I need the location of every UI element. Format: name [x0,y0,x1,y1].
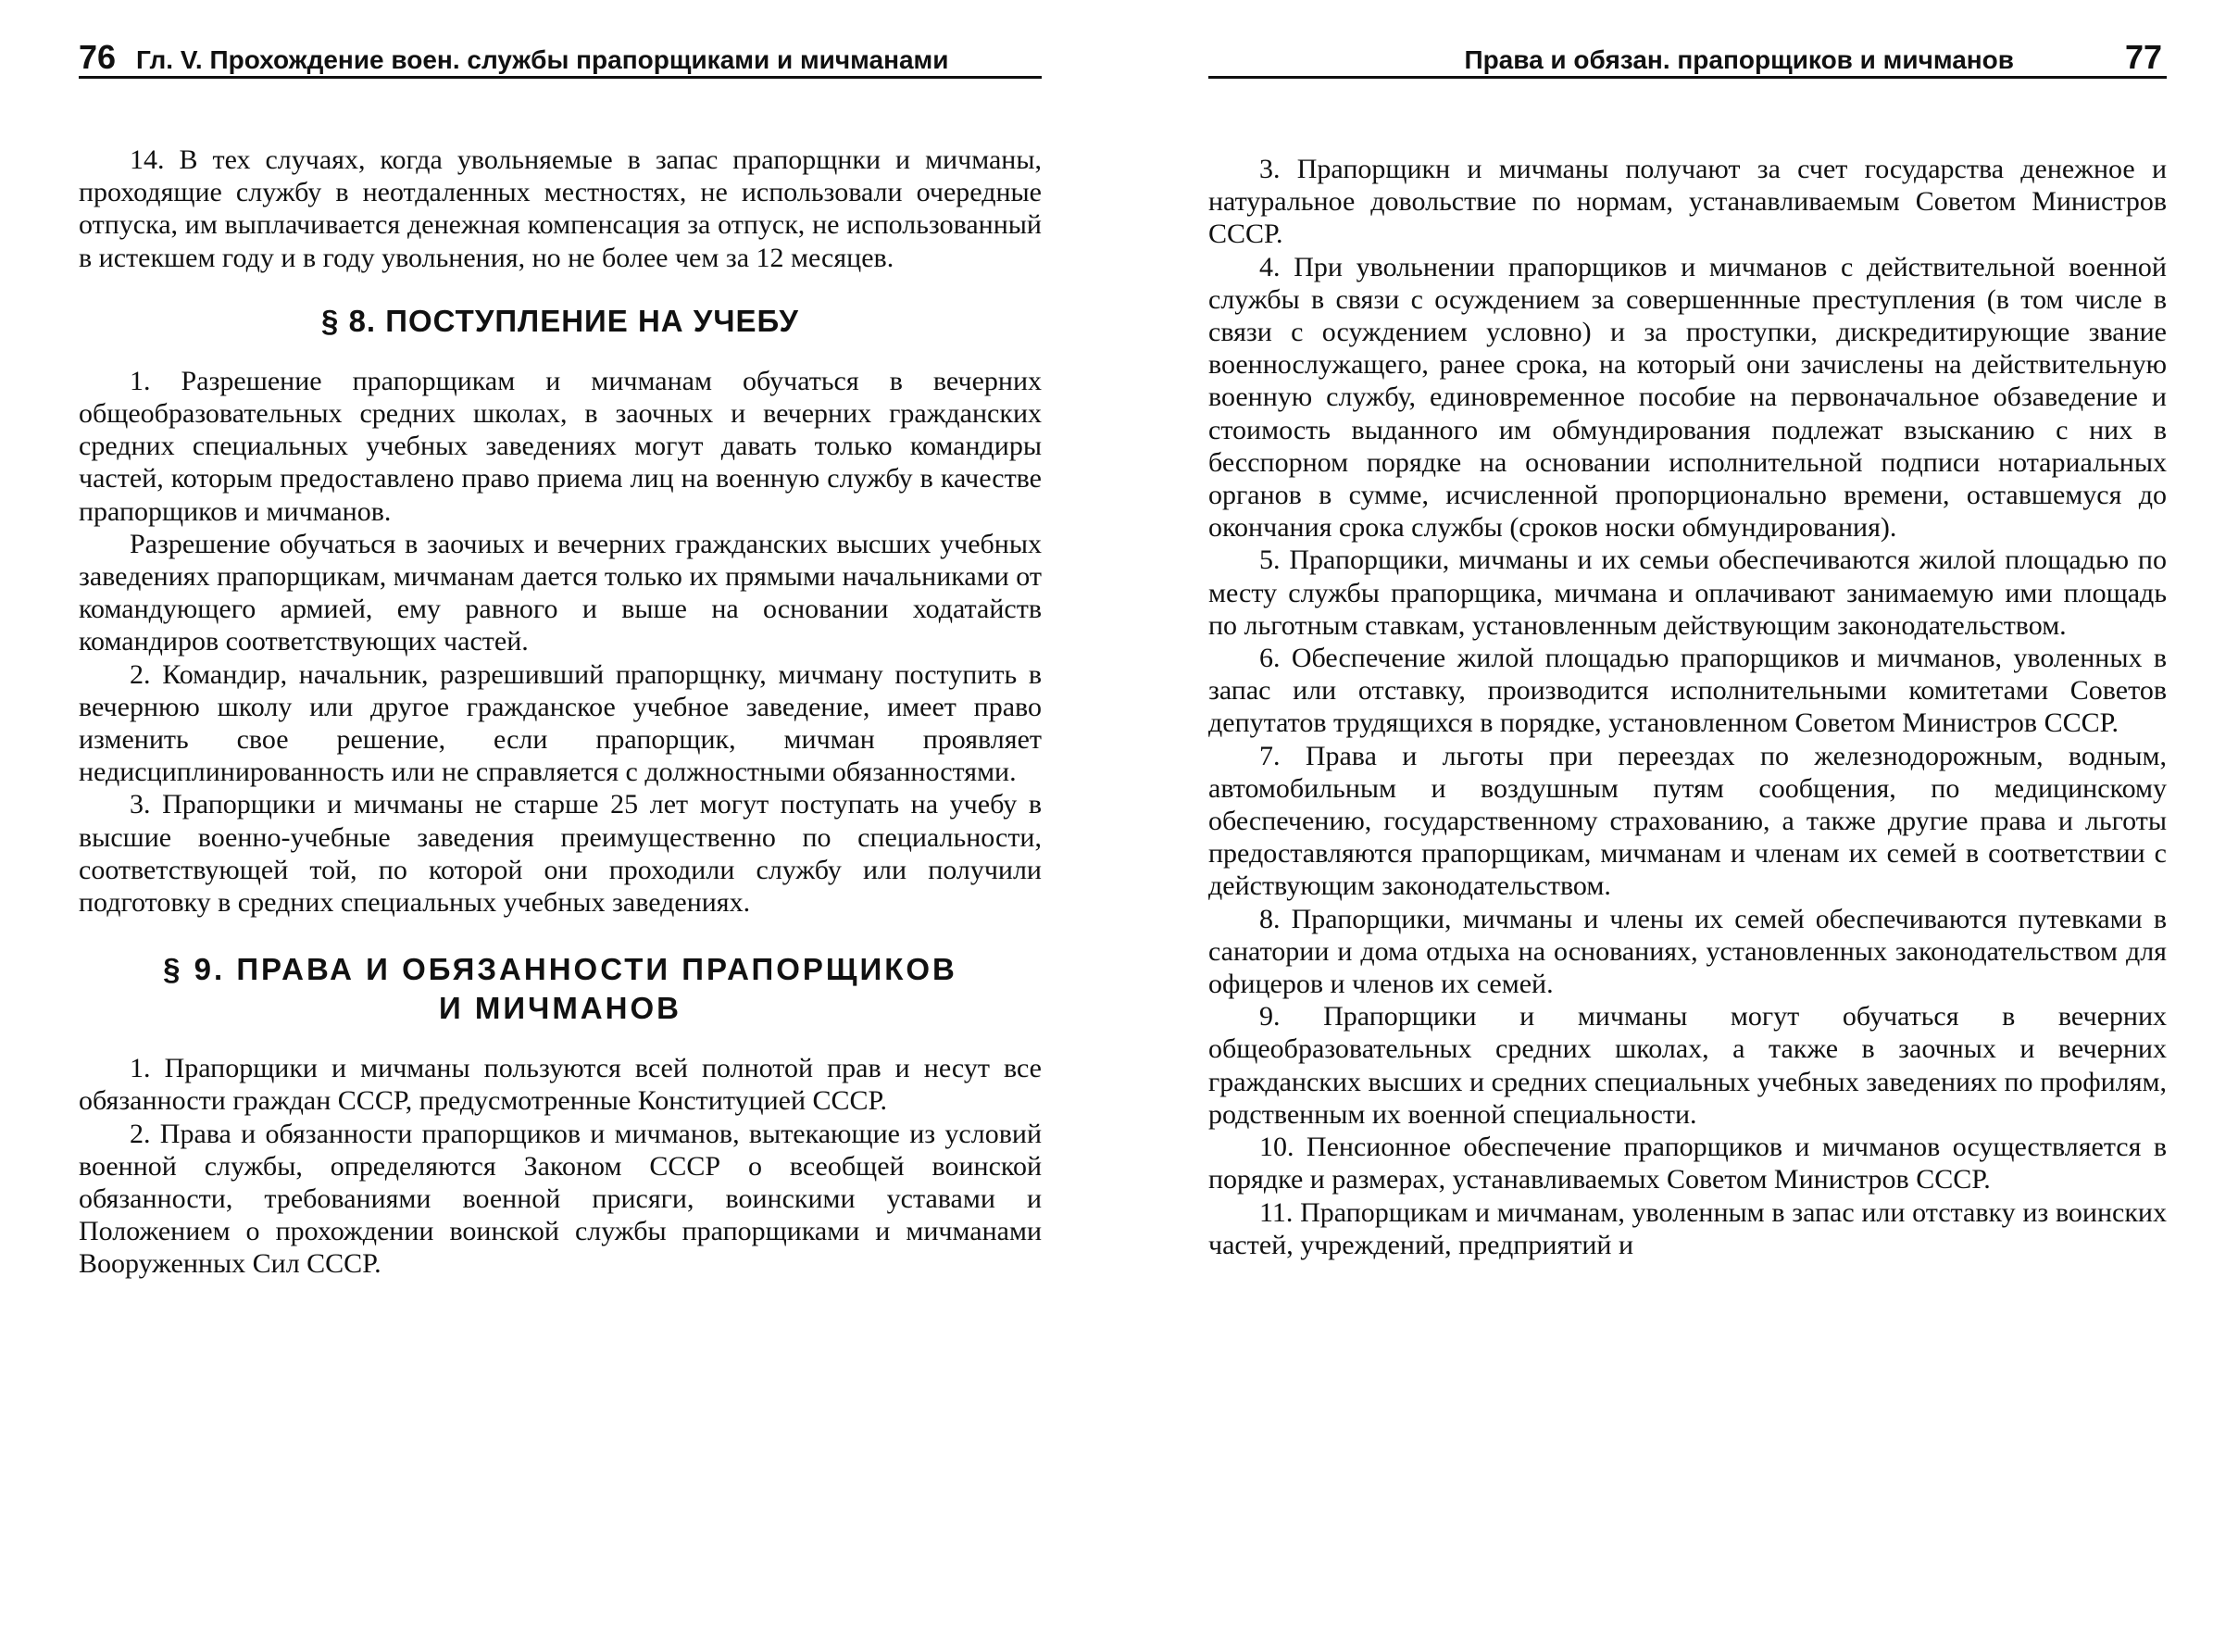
paragraph: 7. Права и льготы при переездах по железнодорожным, водным, автомобильным и воздушным путям сообщения, по медицинскому обеспечению, государственному страхованию, а также другие права и льготы предоставляются прапорщикам, мичманам и членам их семей в соответствии с действующим законодательством. [1208,740,2167,902]
paragraph: 14. В тех случаях, когда увольняемые в запас прапорщнки и мичманы, проходящие службу в неотдаленных местностях, не использовали очередные отпуска, им выплачивается денежная компенсация за отпуск, не использованный в истекшем году и в году увольнения, но не более чем за 12 месяцев. [79,144,1042,273]
paragraph: 6. Обеспечение жилой площадью прапорщиков и мичманов, уволенных в запас или отставку, производится исполнительными комитетами Советов депутатов трудящихся в порядке, установленном Советом Министров СССР. [1208,643,2167,739]
paragraph: 3. Прапорщики и мичманы не старше 25 лет могут поступать на учебу в высшие военно-учебные заведения преимущественно по специальности, соответствующей той, по которой они проходили службу или получили подготовку в средних специальных учебных заведениях. [79,789,1042,919]
paragraph: 8. Прапорщики, мичманы и члены их семей обеспечиваются путевками в санатории и дома отдыха на основаниях, установленных законодательством для офицеров и членов их семей. [1208,903,2167,1000]
section-heading [79,950,1042,1028]
paragraph: 5. Прапорщики, мичманы и их семьи обеспечиваются жилой площадью по месту службы прапорщика, мичмана и оплачивают занимаемую ими площадь по льготным ставкам, установленным действующим законодательством. [1208,544,2167,641]
section-heading-line-1: § 9. ПРАВА И ОБЯЗАННОСТИ ПРАПОРЩИКОВ [163,952,957,987]
paragraph: 1. Разрешение прапорщикам и мичманам обучаться в вечерних общеобразовательных средних школах, в заочных и вечерних гражданских средних специальных учебных заведениях могут давать только командиры частей, которым предоставлено право приема лиц на военную службу в качестве прапорщиков и мичманов. [79,365,1042,527]
paragraph: 3. Прапорщикн и мичманы получают за счет государства денежное и натуральное довольствие по нормам, устанавливаемым Советом Министров СССР. [1208,154,2167,250]
paragraph: 2. Командир, начальник, разрешивший прапорщнку, мичману поступить в вечернюю школу или другое гражданское учебное заведение, имеет право изменить свое решение, если прапорщик, мичман проявляет недисциплинированность или не справляется с должностными обязанностями. [79,658,1042,788]
running-head: Гл. V. Прохождение воен. службы прапорщиками и мичманами [136,45,949,74]
section-heading: § 8. ПОСТУПЛЕНИЕ НА УЧЕБУ [321,303,799,338]
right-page-header [1208,0,2167,79]
right-page-body [1208,153,2167,1261]
left-page [79,0,1042,1652]
left-page-body [79,144,1042,1281]
page-number: 76 [79,38,117,76]
left-page-header [79,0,1042,79]
paragraph: 9. Прапорщики и мичманы могут обучаться в вечерних общеобразовательных средних школах, а также в заочных и вечерних гражданских высших и средних специальных учебных заведениях по профилям, родственным их военной специальности. [1208,1001,2167,1130]
paragraph: Разрешение обучаться в заочиых и вечерних гражданских высших учебных заведениях прапорщикам, мичманам дается только их прямыми начальниками от командующего армией, ему равного и выше на основании ходатайств командиров соответствующих частей. [79,528,1042,657]
paragraph: 4. При увольнении прапорщиков и мичманов с действительной военной службы в связи с осуждением за совершеннные преступления (в том числе в связи с осуждением условно) и за проступки, дискредитирующие звание военнослужащего, ранее срока, на который они зачислены на действительную военную службу, единовременное пособие на первоначальное обзаведение и стоимость выданного им обмундирования подлежат взысканию с них в бесспорном порядке на основании исполнительной подписи нотариальных органов в сумме, исчисленной пропорционально времени, оставшемуся до окончания срока службы (сроков носки обмундирования). [1208,251,2167,544]
paragraph: 2. Права и обязанности прапорщиков и мичманов, вытекающие из условий военной службы, определяются Законом СССР о всеобщей воинской обязанности, требованиями военной присяги, воинскими уставами и Положением о прохождении воинской службы прапорщиками и мичманами Вооруженных Сил СССР. [79,1118,1042,1280]
paragraph: 10. Пенсионное обеспечение прапорщиков и мичманов осуществляется в порядке и размерах, устанавливаемых Советом Министров СССР. [1208,1132,2167,1195]
section-heading-line-2: И МИЧМАНОВ [439,991,681,1026]
paragraph: 1. Прапорщики и мичманы пользуются всей полнотой прав и несут все обязанности граждан СССР, предусмотренные Конституцией СССР. [79,1053,1042,1117]
right-page [1208,0,2167,1652]
running-head: Права и обязан. прапорщиков и мичманов [1464,45,2014,74]
page-number: 77 [2124,38,2162,76]
paragraph: 11. Прапорщикам и мичманам, уволенным в запас или отставку из воинских частей, учреждений, предприятий и [1208,1196,2167,1260]
